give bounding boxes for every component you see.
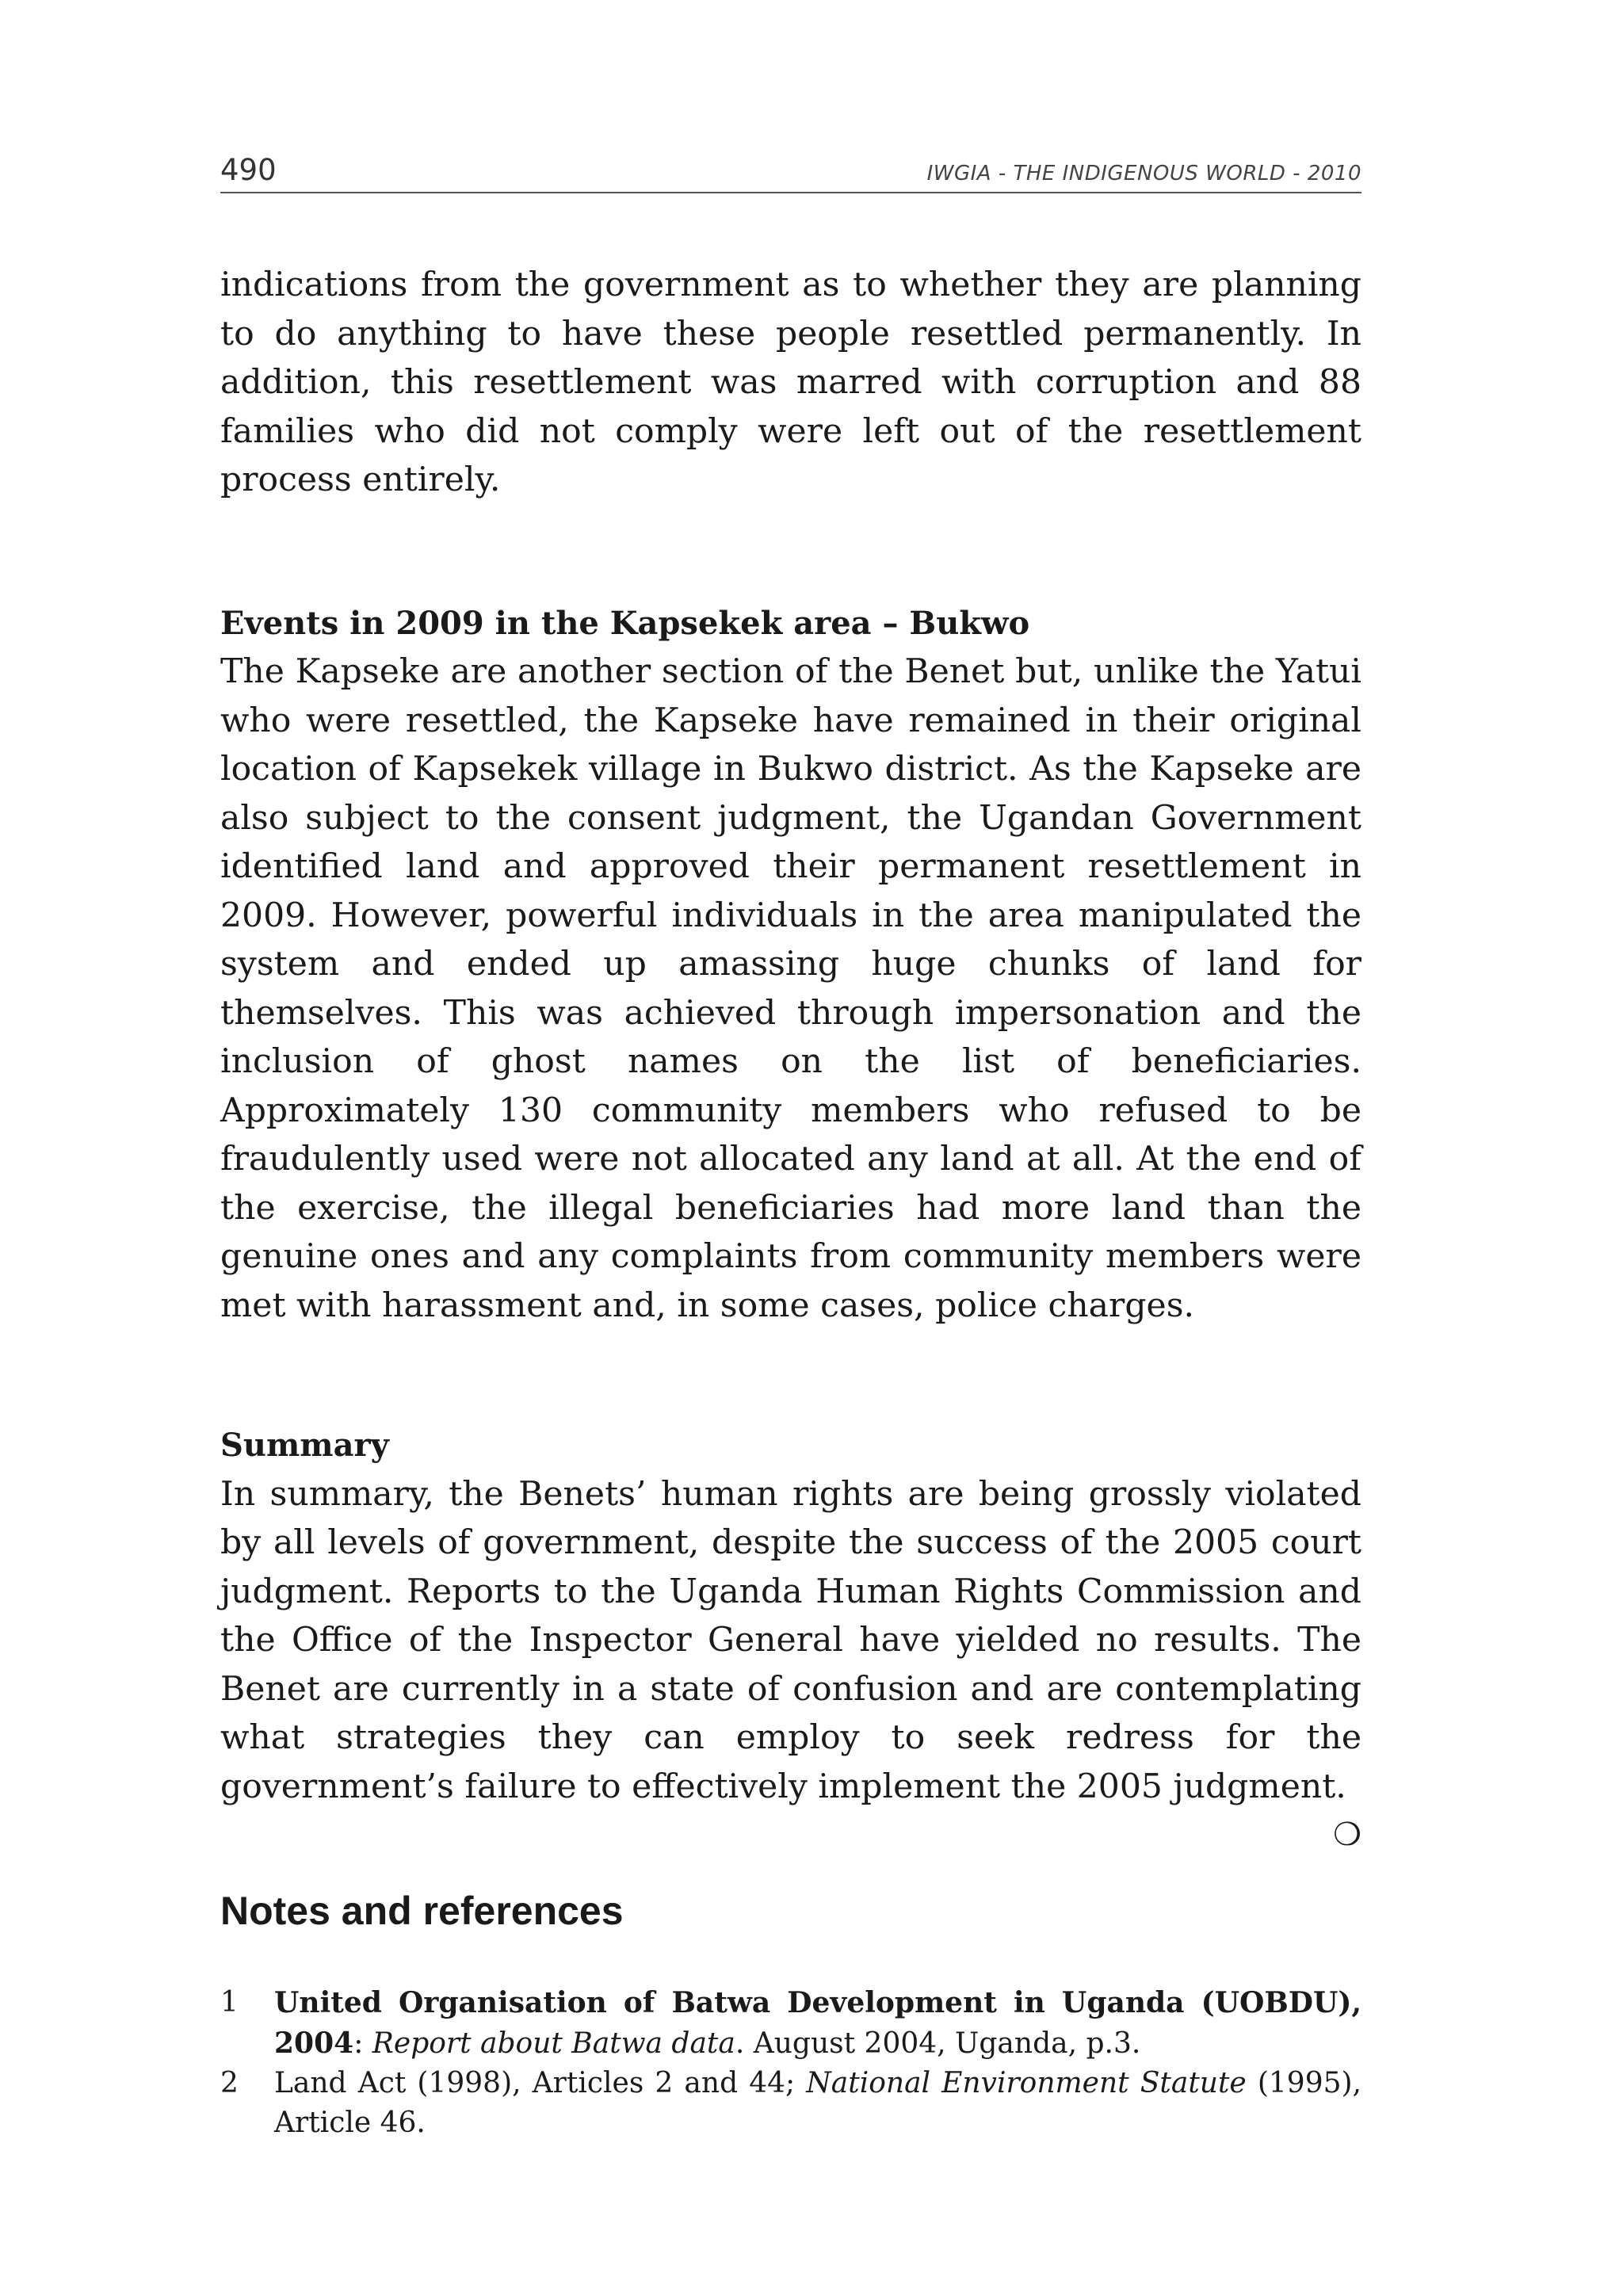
document-page	[220, 151, 1361, 2143]
section-paragraph	[220, 1470, 1361, 1853]
note-item	[220, 1983, 1361, 2064]
notes-heading: Notes and references	[220, 1889, 624, 1933]
note-separator: :	[353, 2027, 372, 2060]
note-item	[220, 2064, 1361, 2143]
note-details: (1995), Article 46.	[274, 2067, 1361, 2139]
note-number: 1	[220, 1986, 239, 2019]
note-author: United Organisation of Batwa Development in Uganda (UOBDU), 2004	[274, 1986, 1361, 2060]
note-text	[274, 2064, 1361, 2143]
page-number: 490	[220, 153, 277, 187]
end-of-article-icon: ❍	[1333, 1817, 1361, 1853]
section-kapsekek	[220, 599, 1361, 1331]
note-title: Report about Batwa data	[372, 2027, 735, 2060]
note-title: National Environment Statute	[806, 2067, 1247, 2099]
section-summary	[220, 1421, 1361, 1853]
intro-paragraph: indications from the government as to whether they are planning to do anything to have these people resettled permanently. In addition, this resettlement was marred with corruption and 88 families who did not comply were left out of the resettlement process entirely.	[220, 266, 1361, 499]
note-details: . August 2004, Uganda, p.3.	[735, 2027, 1141, 2060]
note-number: 2	[220, 2067, 239, 2099]
notes-list	[220, 1983, 1361, 2143]
journal-title: IWGIA - THE INDIGENOUS WORLD - 2010	[926, 162, 1361, 185]
section-heading: Summary	[220, 1427, 389, 1464]
note-prefix: Land Act (1998), Articles 2 and 44;	[274, 2067, 807, 2099]
note-text	[274, 1983, 1361, 2064]
section-paragraph: The Kapseke are another section of the Benet but, unlike the Yatui who were resettled, the Kapseke have remained in their original location of Kapsekek village in Bukwo district. As the Kapseke are also subject to the consent judgment, the Ugandan Government identified land and approved their permanent resettlement in 2009. However, powerful individuals in the area manipulated the system and ended up amassing huge chunks of land for themselves. This was achieved through impersonation and the inclusion of ghost names on the list of beneficiaries. Approximately 130 community members who refused to be fraudulently used were not allocated any land at all. At the end of the exercise, the illegal beneficiaries had more land than the genuine ones and any complaints from community members were met with harassment and, in some cases, police charges.	[220, 652, 1361, 1325]
summary-text: In summary, the Benets’ human rights are being grossly violated by all levels of government, despite the success of the 2005 court judgment. Reports to the Uganda Human Rights Commission and the Office of the Inspector General have yielded no results. The Benet are currently in a state of confusion and are contemplating what strategies they can employ to seek redress for the government’s failure to effectively implement the 2005 judgment.	[220, 1474, 1361, 1806]
section-heading: Events in 2009 in the Kapsekek area – Bukwo	[220, 604, 1030, 642]
running-header	[220, 151, 1361, 193]
